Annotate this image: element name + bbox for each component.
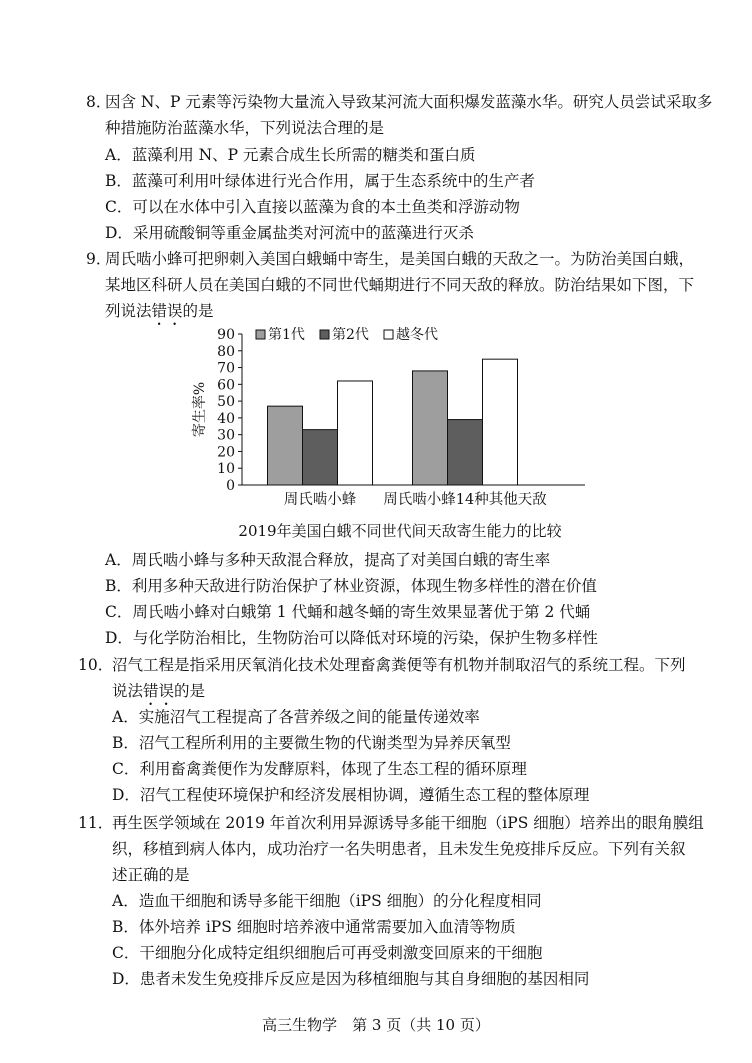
y-tick-label: 30: [217, 427, 235, 444]
q10-option-b: B．沼气工程所利用的主要微生物的代谢类型为异养厌氧型: [112, 734, 511, 752]
q11-stem-line3: 述正确的是: [112, 866, 190, 884]
q9-stem-part-a: 列说法: [105, 302, 152, 320]
y-tick-label: 90: [217, 327, 235, 343]
bar-2-1: [303, 430, 338, 485]
q11-option-c: C．干细胞分化成特定组织细胞后可再受刺激变回原来的干细胞: [112, 944, 543, 962]
q10-option-c: C．利用畜禽粪便作为发酵原料，体现了生态工程的循环原理: [112, 760, 527, 778]
q11-stem-line1: 再生医学领域在 2019 年首次利用异源诱导多能干细胞（iPS 细胞）培养出的眼角膜组: [112, 814, 704, 832]
q10-stem-part-c: 的是: [174, 682, 206, 700]
category-label: 周氏啮小蜂14种其他天敌: [383, 492, 547, 508]
q9-stem-line2: 某地区科研人员在美国白蛾的不同世代蛹期进行不同天敌的释放。防治结果如下图，下: [105, 276, 695, 294]
q9-option-c: C．周氏啮小蜂对白蛾第 1 代蛹和越冬蛹的寄生效果显著优于第 2 代蛹: [105, 603, 591, 621]
q10-stem-line1: 沼气工程是指采用厌氧消化技术处理畜禽粪便等有机物并制取沼气的系统工程。下列: [112, 656, 686, 674]
y-tick-label: 60: [217, 377, 235, 394]
q9-stem-part-c: 的是: [182, 302, 214, 320]
q8-number: 8．: [86, 93, 112, 111]
legend-swatch-3: [384, 330, 393, 339]
q10-option-a: A．实施沼气工程提高了各营养级之间的能量传递效率: [112, 708, 480, 726]
q8-option-c: C．可以在水体中引入直接以蓝藻为食的本土鱼类和浮游动物: [105, 198, 520, 216]
q8-option-d: D．采用硫酸铜等重金属盐类对河流中的蓝藻进行灭杀: [105, 224, 474, 242]
chart-title: 2019年美国白蛾不同世代间天敌寄生能力的比较: [238, 522, 562, 540]
q11-number: 11．: [78, 814, 114, 832]
q8-stem-line1: 因含 N、P 元素等污染物大量流入导致某河流大面积爆发蓝藻水华。研究人员尝试采取多: [105, 93, 713, 111]
q10-emphasis-wrong: 错误: [143, 682, 175, 700]
y-tick-label: 20: [217, 444, 235, 461]
q10-stem-line2: [112, 680, 205, 709]
q11-option-d: D．患者未发生免疫排斥反应是因为移植细胞与其自身细胞的基因相同: [112, 970, 590, 988]
q8-option-b: B．蓝藻可利用叶绿体进行光合作用，属于生态系统中的生产者: [105, 172, 535, 190]
legend-label: 第2代: [332, 327, 369, 343]
q9-emphasis-wrong: 错误: [151, 302, 183, 320]
y-tick-label: 0: [226, 478, 235, 494]
y-tick-label: 40: [217, 410, 235, 427]
y-tick-label: 80: [217, 343, 235, 360]
category-label: 周氏啮小蜂: [283, 492, 357, 508]
page-footer: 高三生物学 第 3 页（共 10 页）: [262, 1016, 490, 1034]
bar-2-2: [448, 420, 483, 485]
y-axis-label: 寄生率%: [192, 381, 208, 438]
q11-stem-line2: 织，移植到病人体内，成功治疗一名失明患者，且未发生免疫排斥反应。下列有关叙: [112, 840, 686, 858]
legend-swatch-2: [320, 330, 329, 339]
q10-number: 10．: [78, 656, 114, 674]
legend-swatch-1: [256, 330, 265, 339]
y-tick-label: 10: [217, 461, 235, 478]
q10-stem-part-a: 说法: [112, 682, 144, 700]
bar-1-1: [268, 406, 303, 485]
q10-option-d: D．沼气工程使环境保护和经济发展相协调，遵循生态工程的整体原理: [112, 786, 590, 804]
q8-option-a: A．蓝藻利用 N、P 元素合成生长所需的糖类和蛋白质: [105, 146, 476, 164]
q11-option-a: A．造血干细胞和诱导多能干细胞（iPS 细胞）的分化程度相同: [112, 892, 542, 910]
q9-option-d: D．与化学防治相比，生物防治可以降低对环境的污染，保护生物多样性: [105, 629, 598, 647]
y-tick-label: 70: [217, 360, 235, 377]
bar-3-1: [338, 381, 373, 485]
q9-option-a: A．周氏啮小蜂与多种天敌混合释放，提高了对美国白蛾的寄生率: [105, 551, 551, 569]
q8-stem-line2: 种措施防治蓝藻水华，下列说法合理的是: [105, 119, 385, 137]
bar-chart: [190, 322, 590, 544]
legend-label: 第1代: [268, 327, 305, 343]
legend-label: 越冬代: [396, 327, 438, 343]
bar-3-2: [483, 359, 518, 485]
bar-1-2: [413, 371, 448, 485]
q9-option-b: B．利用多种天敌进行防治保护了林业资源，体现生物多样性的潜在价值: [105, 577, 597, 595]
q11-option-b: B．体外培养 iPS 细胞时培养液中通常需要加入血清等物质: [112, 918, 516, 936]
y-tick-label: 50: [217, 394, 235, 411]
q9-number: 9．: [86, 250, 112, 268]
q9-stem-line1: 周氏啮小蜂可把卵刺入美国白蛾蛹中寄生，是美国白蛾的天敌之一。为防治美国白蛾，: [105, 250, 695, 268]
